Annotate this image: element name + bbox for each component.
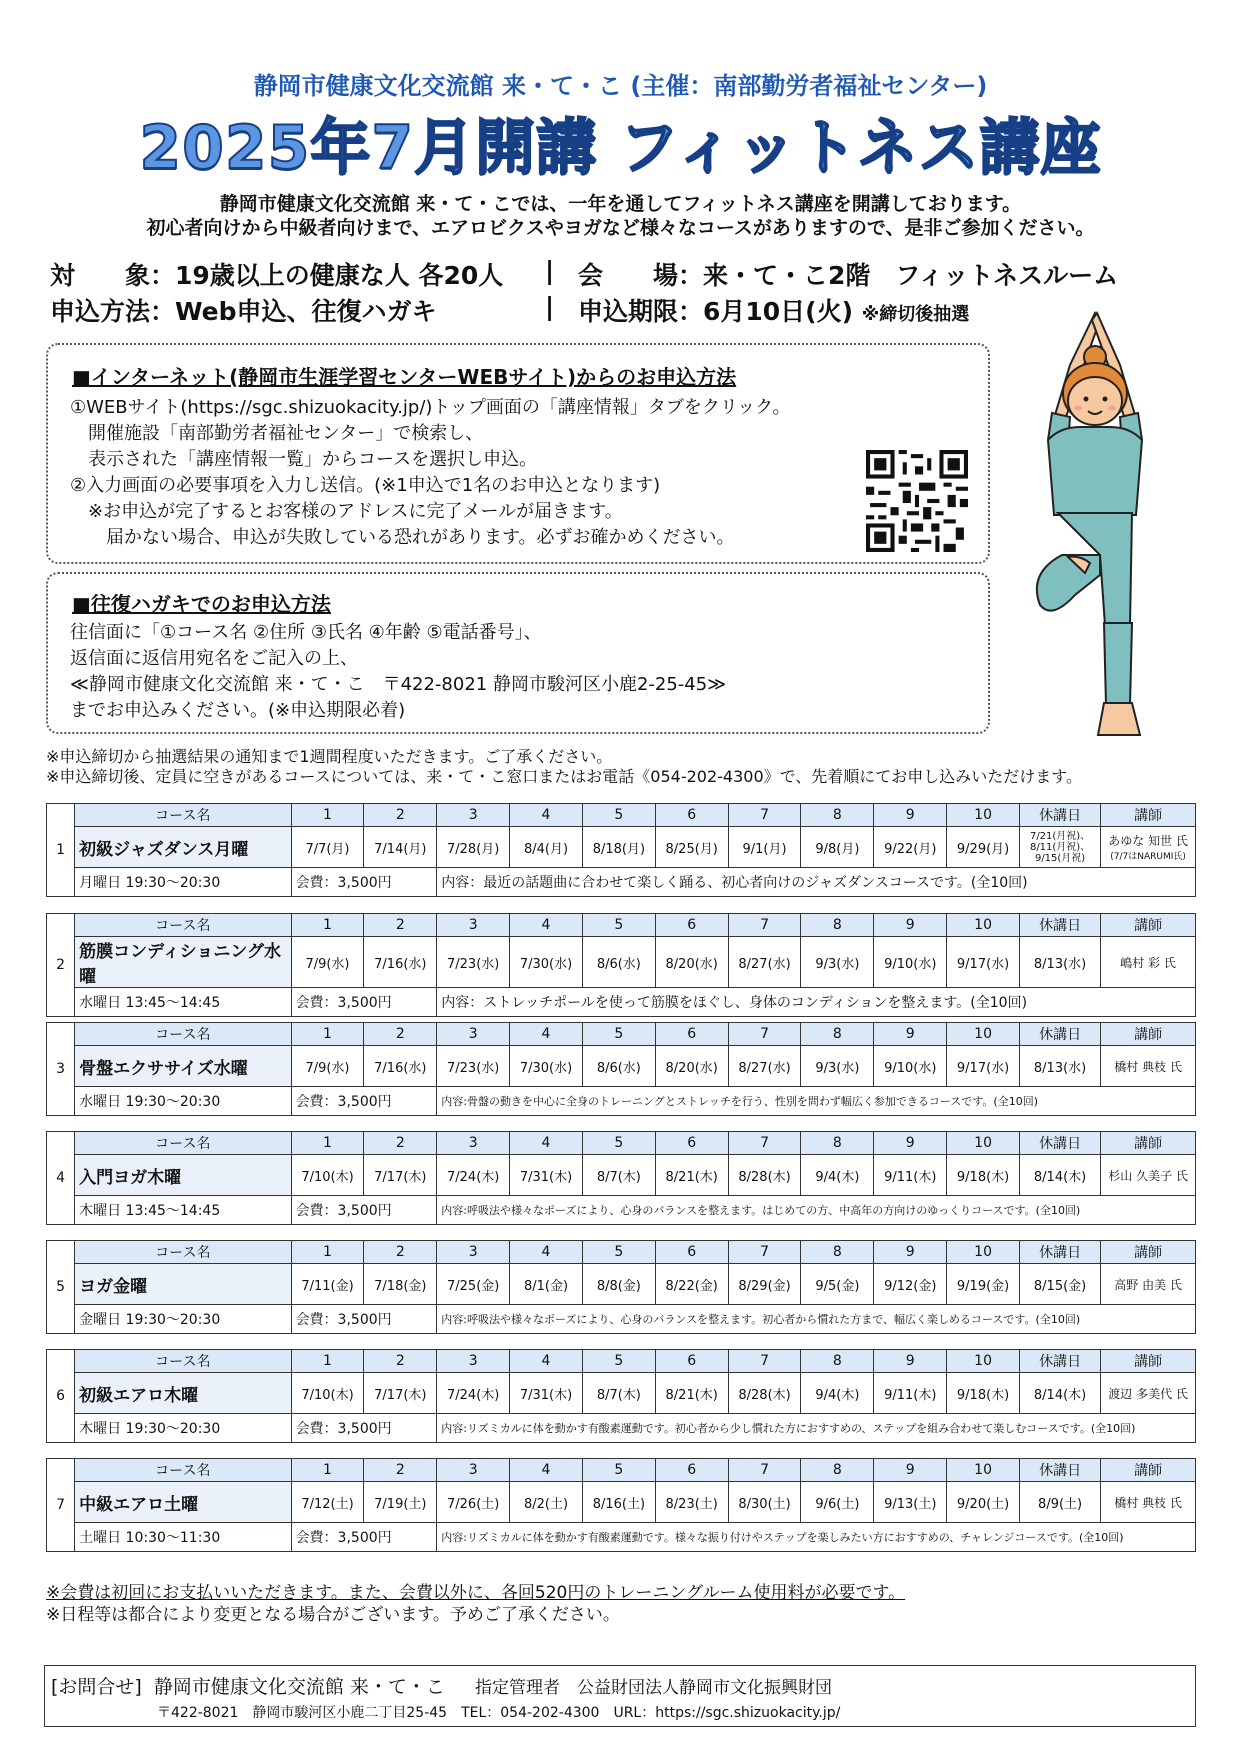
session-date: 8/8(金): [582, 1264, 655, 1305]
session-number-header: 7: [728, 1459, 801, 1482]
session-number-header: 1: [291, 914, 364, 937]
session-number-header: 7: [728, 1241, 801, 1264]
course-name: ヨガ金曜: [75, 1264, 291, 1305]
session-date: 9/11(木): [874, 1155, 947, 1196]
session-number-header: 9: [874, 1350, 947, 1373]
contact-manager: 指定管理者 公益財団法人静岡市文化振興財団: [474, 1678, 832, 1698]
session-number-header: 9: [874, 804, 947, 827]
session-date: 7/10(木): [291, 1155, 364, 1196]
holiday-header: 休講日: [1020, 804, 1101, 827]
session-date: 9/18(木): [947, 1373, 1020, 1414]
session-number-header: 4: [510, 1241, 583, 1264]
instructor-header: 講師: [1101, 1350, 1196, 1373]
course-name: 初級ジャズダンス月曜: [75, 827, 291, 868]
session-number-header: 9: [874, 1023, 947, 1046]
course-table: [46, 1022, 1196, 1116]
course-date-row: [47, 1046, 1196, 1087]
session-number-header: 5: [582, 1023, 655, 1046]
session-date: 8/25(月): [655, 827, 728, 868]
course-name-header: コース名: [75, 1241, 291, 1264]
session-date: 8/20(水): [655, 1046, 728, 1087]
course-detail-row: [47, 1087, 1196, 1116]
session-number-header: 8: [801, 1459, 874, 1482]
course-number: 5: [47, 1241, 75, 1334]
organizer-line: 静岡市健康文化交流館 来・て・こ (主催：南部勤労者福祉センター): [253, 72, 988, 100]
session-date: 9/11(木): [874, 1373, 947, 1414]
holiday-header: 休講日: [1020, 1241, 1101, 1264]
instructor-cell: [1101, 827, 1196, 868]
session-number-header: 6: [655, 804, 728, 827]
holiday-header: 休講日: [1020, 1459, 1101, 1482]
session-date: 9/13(土): [874, 1482, 947, 1523]
session-date: 9/19(金): [947, 1264, 1020, 1305]
session-number-header: 5: [582, 1241, 655, 1264]
session-date: 7/30(水): [510, 1046, 583, 1087]
course-content: 内容:呼吸法や様々なポーズにより、心身のバランスを整えます。初心者から慣れた方まで、幅広く楽しめるコースです。(全10回): [437, 1305, 1196, 1334]
course-name-header: コース名: [75, 1023, 291, 1046]
session-number-header: 9: [874, 1459, 947, 1482]
course-date-row: [47, 1482, 1196, 1523]
contact-line: [51, 1672, 832, 1699]
course-time: 木曜日 13:45～14:45: [75, 1196, 291, 1225]
session-date: 8/21(木): [655, 1373, 728, 1414]
course-fee: 会費：3,500円: [291, 868, 437, 897]
session-date: 8/28(木): [728, 1373, 801, 1414]
course-header-row: [47, 1459, 1196, 1482]
session-number-header: 5: [582, 1459, 655, 1482]
course-date-row: [47, 1373, 1196, 1414]
course-table: [46, 1131, 1196, 1225]
session-date: 7/23(水): [437, 937, 510, 988]
deadline-text: 申込期限：6月10日(火): [578, 297, 854, 326]
session-number-header: 10: [947, 914, 1020, 937]
session-number-header: 10: [947, 1023, 1020, 1046]
session-date: 9/12(金): [874, 1264, 947, 1305]
note-line: ※申込締切後、定員に空きがあるコースについては、来・て・こ窓口またはお電話《054-202-4300》で、先着順にてお申し込みいただけます。: [46, 767, 1083, 786]
session-number-header: 8: [801, 1350, 874, 1373]
session-number-header: 10: [947, 1459, 1020, 1482]
course-time: 金曜日 19:30～20:30: [75, 1305, 291, 1334]
session-number-header: 4: [510, 1023, 583, 1046]
session-number-header: 3: [437, 1459, 510, 1482]
session-date: 8/27(水): [728, 1046, 801, 1087]
internet-line: ※お申込が完了するとお客様のアドレスに完了メールが届きます。: [70, 501, 623, 522]
course-time: 水曜日 13:45～14:45: [75, 988, 291, 1017]
instructor-header: 講師: [1101, 1023, 1196, 1046]
holiday-date: 8/13(水): [1020, 937, 1101, 988]
course-number: 3: [47, 1023, 75, 1116]
course-content: 内容:リズミカルに体を動かす有酸素運動です。様々な振り付けやステップを楽しみたい方におすすめの、チャレンジコースです。(全10回): [437, 1523, 1196, 1552]
instructor-header: 講師: [1101, 1241, 1196, 1264]
instructor-cell: [1101, 1373, 1196, 1414]
session-date: 8/6(水): [582, 1046, 655, 1087]
session-number-header: 2: [364, 914, 437, 937]
session-date: 8/23(土): [655, 1482, 728, 1523]
session-number-header: 10: [947, 1132, 1020, 1155]
session-date: 7/24(木): [437, 1373, 510, 1414]
session-number-header: 3: [437, 1350, 510, 1373]
session-date: 7/30(水): [510, 937, 583, 988]
target-info: 対 象：19歳以上の健康な人 各20人: [50, 261, 504, 290]
internet-box-heading: ■インターネット(静岡市生涯学習センターWEBサイト)からのお申込方法: [72, 365, 737, 389]
session-number-header: 7: [728, 1350, 801, 1373]
session-number-header: 4: [510, 1132, 583, 1155]
course-fee: 会費：3,500円: [291, 1087, 437, 1116]
course-name: 初級エアロ木曜: [75, 1373, 291, 1414]
session-number-header: 3: [437, 1132, 510, 1155]
session-date: 7/9(水): [291, 937, 364, 988]
course-detail-row: [47, 1414, 1196, 1443]
session-number-header: 2: [364, 1023, 437, 1046]
instructor-header: 講師: [1101, 914, 1196, 937]
session-number-header: 4: [510, 1459, 583, 1482]
session-number-header: 7: [728, 1023, 801, 1046]
course-name-header: コース名: [75, 804, 291, 827]
internet-line: ①WEBサイト(https://sgc.shizuokacity.jp/)トップ画面の「講座情報」タブをクリック。: [70, 397, 791, 418]
holiday-date: 7/21(月祝)、8/11(月祝)、9/15(月祝): [1020, 827, 1101, 868]
instructor-cell: [1101, 1264, 1196, 1305]
holiday-date: 8/14(木): [1020, 1155, 1101, 1196]
session-number-header: 5: [582, 1132, 655, 1155]
session-date: 8/27(水): [728, 937, 801, 988]
internet-line: 開催施設「南部勤労者福祉センター」で検索し、: [70, 423, 484, 444]
session-date: 9/17(水): [947, 937, 1020, 988]
course-header-row: [47, 1350, 1196, 1373]
session-number-header: 4: [510, 914, 583, 937]
instructor-name: 高野 由美 氏: [1114, 1277, 1182, 1292]
session-number-header: 7: [728, 1132, 801, 1155]
note-line: ※日程等は都合により変更となる場合がございます。予めご了承ください。: [46, 1605, 620, 1625]
session-date: 8/7(木): [582, 1155, 655, 1196]
course-fee: 会費：3,500円: [291, 1414, 437, 1443]
postcard-line: 返信面に返信用宛名をご記入の上、: [70, 648, 358, 669]
course-detail-row: [47, 1305, 1196, 1334]
internet-line: ②入力画面の必要事項を入力し送信。(※1申込で1名のお申込となります): [70, 475, 661, 496]
course-name: 入門ヨガ木曜: [75, 1155, 291, 1196]
session-date: 9/22(月): [874, 827, 947, 868]
course-content: 内容：ストレッチポールを使って筋膜をほぐし、身体のコンディションを整えます。(全10回): [437, 988, 1196, 1017]
course-number: 7: [47, 1459, 75, 1552]
session-date: 8/22(金): [655, 1264, 728, 1305]
course-date-row: [47, 1155, 1196, 1196]
course-table: [46, 803, 1196, 897]
course-name: 筋膜コンディショニング水曜: [75, 937, 291, 988]
note-line: ※申込締切から抽選結果の通知まで1週間程度いただきます。ご了承ください。: [46, 747, 613, 766]
session-number-header: 1: [291, 1241, 364, 1264]
session-number-header: 6: [655, 1132, 728, 1155]
instructor-cell: [1101, 1155, 1196, 1196]
session-number-header: 10: [947, 804, 1020, 827]
instructor-cell: [1101, 1046, 1196, 1087]
session-number-header: 5: [582, 804, 655, 827]
postcard-apply-box: [46, 572, 990, 734]
instructor-name: あゆな 知世 氏: [1108, 834, 1188, 848]
postcard-line: 往信面に「①コース名 ②住所 ③氏名 ④年齢 ⑤電話番号」、: [70, 622, 542, 643]
course-detail-row: [47, 1196, 1196, 1225]
course-number: 2: [47, 914, 75, 1017]
instructor-name: 嶋村 彩 氏: [1120, 955, 1176, 970]
session-date: 9/10(水): [874, 1046, 947, 1087]
course-table: [46, 1458, 1196, 1552]
session-date: 7/26(土): [437, 1482, 510, 1523]
course-name: 中級エアロ土曜: [75, 1482, 291, 1523]
session-number-header: 1: [291, 804, 364, 827]
course-table: [46, 913, 1196, 1017]
holiday-header: 休講日: [1020, 914, 1101, 937]
instructor-name: 杉山 久美子 氏: [1108, 1168, 1188, 1183]
info-separator: |: [545, 292, 555, 321]
course-fee: 会費：3,500円: [291, 1305, 437, 1334]
internet-apply-box: [46, 343, 990, 564]
internet-line: 届かない場合、申込が失敗している恐れがあります。必ずお確かめください。: [70, 527, 735, 548]
session-number-header: 8: [801, 1023, 874, 1046]
course-content: 内容:リズミカルに体を動かす有酸素運動です。初心者から少し慣れた方におすすめの、ステップを組み合わせて楽しむコースです。(全10回): [437, 1414, 1196, 1443]
session-date: 7/12(土): [291, 1482, 364, 1523]
holiday-header: 休講日: [1020, 1350, 1101, 1373]
course-content: 内容：最近の話題曲に合わせて楽しく踊る、初心者向けのジャズダンスコースです。(全10回): [437, 868, 1196, 897]
session-date: 8/6(水): [582, 937, 655, 988]
session-date: 9/17(水): [947, 1046, 1020, 1087]
course-content: 内容:呼吸法や様々なポーズにより、心身のバランスを整えます。はじめての方、中高年の方向けのゆっくりコースです。(全10回): [437, 1196, 1196, 1225]
session-date: 7/31(木): [510, 1155, 583, 1196]
course-header-row: [47, 1132, 1196, 1155]
session-date: 8/28(木): [728, 1155, 801, 1196]
session-number-header: 6: [655, 914, 728, 937]
session-date: 7/23(水): [437, 1046, 510, 1087]
instructor-cell: [1101, 937, 1196, 988]
session-number-header: 8: [801, 914, 874, 937]
session-date: 8/1(金): [510, 1264, 583, 1305]
session-date: 8/7(木): [582, 1373, 655, 1414]
course-number: 6: [47, 1350, 75, 1443]
session-number-header: 10: [947, 1350, 1020, 1373]
course-fee: 会費：3,500円: [291, 1196, 437, 1225]
intro-text: [0, 192, 1241, 240]
contact-address: 〒422-8021 静岡市駿河区小鹿二丁目25-45 TEL：054-202-4300 URL：https://sgc.shizuokacity.jp/: [157, 1705, 841, 1721]
session-date: 7/28(月): [437, 827, 510, 868]
holiday-date: 8/9(土): [1020, 1482, 1101, 1523]
session-date: 9/20(土): [947, 1482, 1020, 1523]
session-number-header: 5: [582, 1350, 655, 1373]
course-header-row: [47, 804, 1196, 827]
course-name-header: コース名: [75, 1459, 291, 1482]
session-number-header: 1: [291, 1132, 364, 1155]
session-date: 7/11(金): [291, 1264, 364, 1305]
session-date: 9/18(木): [947, 1155, 1020, 1196]
course-header-row: [47, 1241, 1196, 1264]
holiday-date: 8/15(金): [1020, 1264, 1101, 1305]
session-number-header: 3: [437, 1023, 510, 1046]
intro-line: 静岡市健康文化交流館 来・て・こでは、一年を通してフィットネス講座を開講しております。: [219, 193, 1022, 215]
contact-box: [44, 1665, 1196, 1727]
course-header-row: [47, 914, 1196, 937]
session-date: 7/17(木): [364, 1373, 437, 1414]
session-date: 7/25(金): [437, 1264, 510, 1305]
session-number-header: 3: [437, 914, 510, 937]
session-date: 9/5(金): [801, 1264, 874, 1305]
session-number-header: 4: [510, 1350, 583, 1373]
course-name-header: コース名: [75, 914, 291, 937]
session-date: 8/30(土): [728, 1482, 801, 1523]
session-number-header: 8: [801, 804, 874, 827]
holiday-date: 8/13(水): [1020, 1046, 1101, 1087]
course-fee: 会費：3,500円: [291, 988, 437, 1017]
course-detail-row: [47, 868, 1196, 897]
instructor-name: 橋村 典枝 氏: [1114, 1059, 1182, 1074]
session-number-header: 7: [728, 914, 801, 937]
session-date: 9/6(土): [801, 1482, 874, 1523]
course-number: 4: [47, 1132, 75, 1225]
course-date-row: [47, 937, 1196, 988]
course-time: 水曜日 19:30～20:30: [75, 1087, 291, 1116]
session-number-header: 7: [728, 804, 801, 827]
contact-facility: 静岡市健康文化交流館 来・て・こ: [153, 1676, 445, 1698]
session-number-header: 9: [874, 914, 947, 937]
session-date: 8/18(月): [582, 827, 655, 868]
session-date: 9/10(水): [874, 937, 947, 988]
session-number-header: 9: [874, 1132, 947, 1155]
page-title: 2025年7月開講 フィットネス講座: [139, 113, 1102, 183]
course-number: 1: [47, 804, 75, 897]
course-date-row: [47, 827, 1196, 868]
session-date: 7/19(土): [364, 1482, 437, 1523]
qr-code-icon[interactable]: [866, 450, 968, 552]
session-date: 9/3(水): [801, 1046, 874, 1087]
session-number-header: 5: [582, 914, 655, 937]
session-number-header: 1: [291, 1350, 364, 1373]
internet-box-body: [70, 395, 870, 551]
note-line: ※会費は初回にお支払いいただきます。また、会費以外に、各回520円のトレーニングルーム使用料が必要です。: [46, 1583, 906, 1603]
venue-info: 会 場：来・て・こ2階 フィットネスルーム: [578, 261, 1119, 290]
intro-line: 初心者向けから中級者向けまで、エアロビクスやヨガなど様々なコースがありますので、是非ご参加ください。: [146, 217, 1095, 239]
yoga-pose-illustration: [1000, 305, 1180, 745]
session-number-header: 6: [655, 1350, 728, 1373]
postcard-box-heading: ■往復ハガキでのお申込方法: [72, 592, 331, 616]
session-number-header: 2: [364, 1459, 437, 1482]
session-number-header: 2: [364, 1241, 437, 1264]
session-number-header: 3: [437, 1241, 510, 1264]
deadline-note: ※締切後抽選: [861, 304, 970, 325]
session-number-header: 3: [437, 804, 510, 827]
session-date: 7/18(金): [364, 1264, 437, 1305]
course-table: [46, 1349, 1196, 1443]
course-table: [46, 1240, 1196, 1334]
course-time: 木曜日 19:30～20:30: [75, 1414, 291, 1443]
session-number-header: 8: [801, 1132, 874, 1155]
course-fee: 会費：3,500円: [291, 1523, 437, 1552]
session-date: 7/10(木): [291, 1373, 364, 1414]
session-number-header: 2: [364, 804, 437, 827]
session-date: 9/3(水): [801, 937, 874, 988]
deadline-info: [578, 292, 969, 328]
session-date: 7/14(月): [364, 827, 437, 868]
course-name: 骨盤エクササイズ水曜: [75, 1046, 291, 1087]
holiday-date: 8/14(木): [1020, 1373, 1101, 1414]
postcard-box-body: [70, 620, 970, 724]
session-date: 7/7(月): [291, 827, 364, 868]
session-number-header: 2: [364, 1350, 437, 1373]
session-date: 8/16(土): [582, 1482, 655, 1523]
session-number-header: 4: [510, 804, 583, 827]
holiday-header: 休講日: [1020, 1023, 1101, 1046]
session-date: 9/1(月): [728, 827, 801, 868]
instructor-name: 渡辺 多美代 氏: [1108, 1386, 1188, 1401]
instructor-cell: [1101, 1482, 1196, 1523]
session-date: 8/21(木): [655, 1155, 728, 1196]
session-date: 9/4(木): [801, 1155, 874, 1196]
instructor-header: 講師: [1101, 1132, 1196, 1155]
instructor-note: (7/7はNARUMI氏): [1110, 852, 1186, 862]
holiday-header: 休講日: [1020, 1132, 1101, 1155]
course-time: 土曜日 10:30～11:30: [75, 1523, 291, 1552]
instructor-name: 橋村 典枝 氏: [1114, 1495, 1182, 1510]
session-date: 7/16(水): [364, 1046, 437, 1087]
contact-label: [お問合せ]: [51, 1676, 142, 1698]
session-date: 9/4(木): [801, 1373, 874, 1414]
session-number-header: 1: [291, 1459, 364, 1482]
session-number-header: 9: [874, 1241, 947, 1264]
session-number-header: 6: [655, 1241, 728, 1264]
postcard-line: までお申込みください。(※申込期限必着): [70, 700, 406, 721]
session-date: 7/16(水): [364, 937, 437, 988]
session-date: 7/17(木): [364, 1155, 437, 1196]
session-number-header: 2: [364, 1132, 437, 1155]
course-name-header: コース名: [75, 1350, 291, 1373]
session-date: 8/4(月): [510, 827, 583, 868]
course-name-header: コース名: [75, 1132, 291, 1155]
internet-line: 表示された「講座情報一覧」からコースを選択し申込。: [70, 449, 538, 470]
course-header-row: [47, 1023, 1196, 1046]
session-number-header: 6: [655, 1459, 728, 1482]
course-content: 内容:骨盤の動きを中心に全身のトレーニングとストレッチを行う、性別を問わず幅広く参加できるコースです。(全10回): [437, 1087, 1196, 1116]
session-number-header: 1: [291, 1023, 364, 1046]
instructor-header: 講師: [1101, 1459, 1196, 1482]
session-date: 8/20(水): [655, 937, 728, 988]
course-detail-row: [47, 988, 1196, 1017]
info-separator: |: [545, 256, 555, 285]
session-date: 8/29(金): [728, 1264, 801, 1305]
instructor-header: 講師: [1101, 804, 1196, 827]
course-detail-row: [47, 1523, 1196, 1552]
session-date: 7/24(木): [437, 1155, 510, 1196]
session-date: 8/2(土): [510, 1482, 583, 1523]
session-number-header: 6: [655, 1023, 728, 1046]
session-date: 7/31(木): [510, 1373, 583, 1414]
postcard-line: ≪静岡市健康文化交流館 来・て・こ 〒422-8021 静岡市駿河区小鹿2-25-45≫: [70, 674, 727, 695]
course-time: 月曜日 19:30～20:30: [75, 868, 291, 897]
session-date: 9/29(月): [947, 827, 1020, 868]
session-date: 9/8(月): [801, 827, 874, 868]
session-number-header: 8: [801, 1241, 874, 1264]
method-info: 申込方法：Web申込、往復ハガキ: [50, 297, 437, 326]
session-number-header: 10: [947, 1241, 1020, 1264]
course-date-row: [47, 1264, 1196, 1305]
session-date: 7/9(水): [291, 1046, 364, 1087]
